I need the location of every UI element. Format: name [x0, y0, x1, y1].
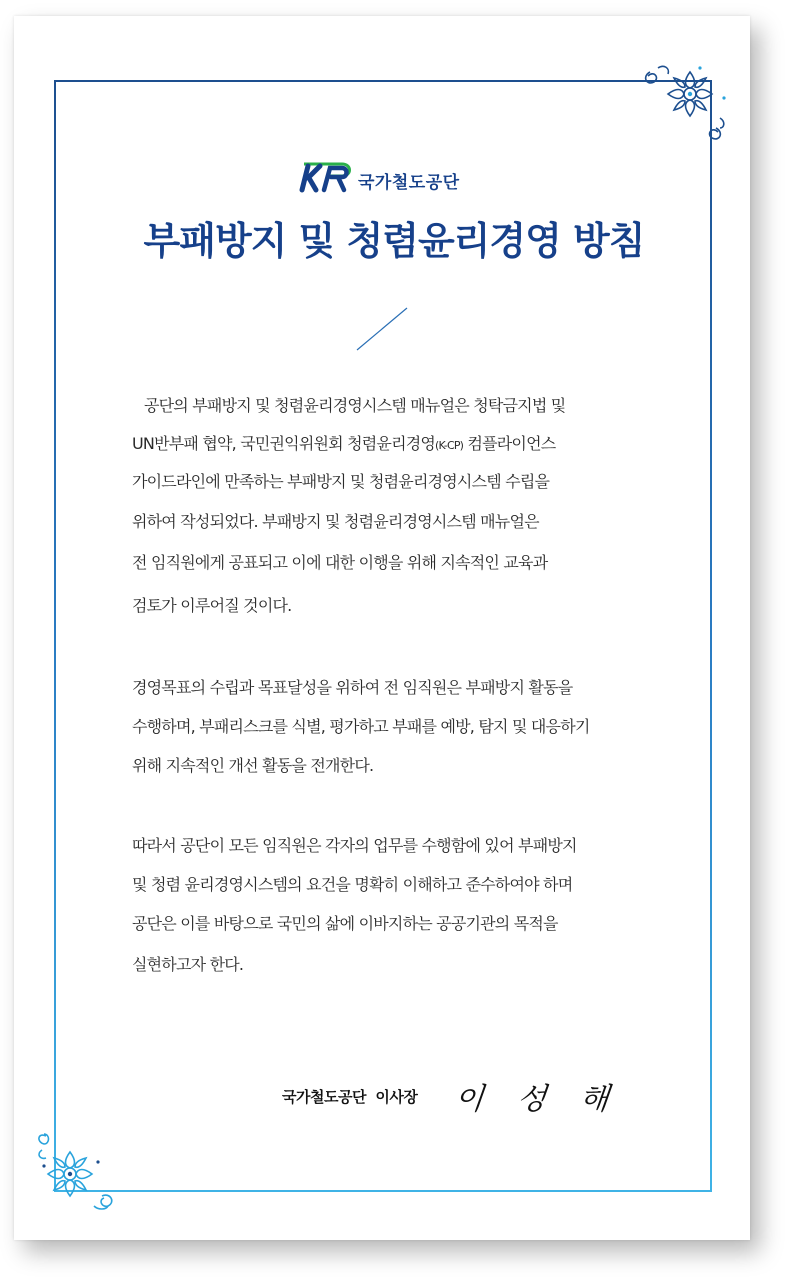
paragraph-line: 경영목표의 수립과 목표달성을 위하여 전 임직원은 부패방지 활동을 — [132, 678, 573, 697]
paragraph-line: 위해 지속적인 개선 활동을 전개한다. — [132, 756, 374, 775]
paragraph-line: 검토가 이루어질 것이다. — [132, 596, 292, 615]
paragraph-line: 수행하며, 부패리스크를 식별, 평가하고 부패를 예방, 탐지 및 대응하기 — [132, 717, 590, 736]
flower-ornament-icon — [36, 1122, 122, 1212]
paragraph-text: 컴플라이언스 — [463, 434, 556, 453]
paragraph-line: 및 청렴 윤리경영시스템의 요건을 명확히 이해하고 준수하여야 하며 — [132, 875, 573, 894]
krr-logo-icon — [298, 160, 354, 194]
paragraph-line — [132, 431, 555, 454]
paragraph-line: 가이드라인에 만족하는 부패방지 및 청렴윤리경영시스템 수립을 — [132, 472, 550, 491]
flower-ornament-icon — [640, 58, 730, 148]
page-title: 부패방지 및 청렴윤리경영 방침 — [143, 219, 645, 263]
paragraph-line: 전 임직원에게 공표되고 이에 대한 이행을 위해 지속적인 교육과 — [132, 553, 548, 572]
paragraph-line: 따라서 공단이 모든 임직원은 각자의 업무를 수행함에 있어 부패방지 — [132, 836, 577, 855]
kcp-abbrev: (K-CP) — [435, 439, 464, 452]
signature-label: 국가철도공단 이사장 — [282, 1088, 418, 1106]
paragraph-line: 실현하고자 한다. — [132, 955, 244, 974]
paragraph-line: 공단은 이를 바탕으로 국민의 삶에 이바지하는 공공기관의 목적을 — [132, 914, 558, 933]
org-logo — [298, 158, 478, 198]
paragraph-line: 위하여 작성되었다. 부패방지 및 청렴윤리경영시스템 매뉴얼은 — [132, 512, 539, 531]
paragraph-line: 공단의 부패방지 및 청렴윤리경영시스템 매뉴얼은 청탁금지법 및 — [144, 396, 566, 415]
org-name: 국가철도공단 — [358, 173, 460, 193]
paragraph-text: UN반부패 협약, 국민권익위원회 청렴윤리경영 — [132, 434, 436, 453]
slash-divider-icon — [355, 306, 409, 352]
signature-name: 이 성 해 — [452, 1082, 623, 1117]
